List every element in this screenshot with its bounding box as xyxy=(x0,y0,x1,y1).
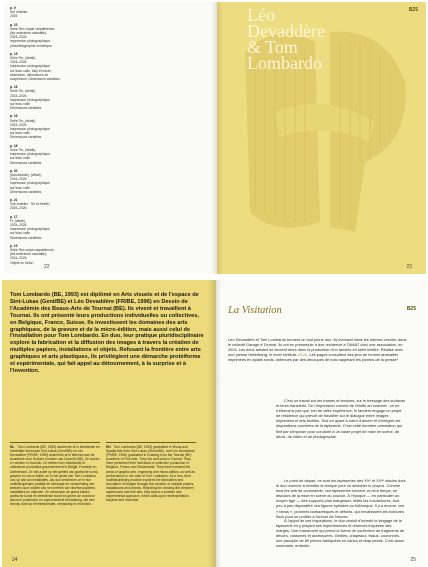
catalog-line: 2025–2026 xyxy=(10,206,27,211)
catalog-line: sur tissu voile xyxy=(10,231,30,236)
catalog-line: Dimensions variables xyxy=(10,106,42,111)
catalog-page-ref: p. 9 xyxy=(10,6,16,10)
page-code: B25 xyxy=(406,306,416,312)
catalog-page-ref: p. 16 xyxy=(10,114,18,119)
book-gutter xyxy=(208,280,222,567)
catalog-page-ref: p. 16 xyxy=(10,85,18,90)
catalog-line: sur tissu voile xyxy=(10,156,30,161)
catalog-line: Série Fin, (détail), xyxy=(10,118,37,123)
divider xyxy=(10,442,100,443)
catalog-line: Impression photographique xyxy=(10,181,50,186)
bio-dutch xyxy=(10,445,100,506)
catalog-entry xyxy=(10,215,100,240)
catalog-line: Dimensions variables xyxy=(10,135,42,140)
catalog-page-ref: p. 10 xyxy=(10,22,18,27)
catalog-page-ref: p. 21 xyxy=(10,197,18,202)
catalog-line: (les antérieure casualité), xyxy=(10,252,48,257)
catalog-entry xyxy=(10,244,100,265)
catalog-line: Impression photographique xyxy=(10,97,50,102)
catalog-line: Série Rex royale carpathienne, xyxy=(10,26,56,31)
catalog-entry xyxy=(10,85,100,110)
catalog-line: suspension, Dimensions variables xyxy=(10,77,60,82)
catalog-line: Sur d'atelier, xyxy=(10,10,29,15)
catalog-line: Dimensions variables xyxy=(10,189,42,194)
page-number-22: 22 xyxy=(44,264,50,270)
page-22 xyxy=(4,2,217,274)
book-gutter xyxy=(211,2,223,274)
page-25 xyxy=(216,280,426,567)
catalog-line: (les antérieure casualité), xyxy=(10,31,48,36)
catalog-line: sur tissu voile xyxy=(10,185,30,190)
catalog-entry xyxy=(10,114,100,139)
catalog-line: 2024–2026 xyxy=(10,35,27,40)
catalog-line: Impression photographique xyxy=(10,227,50,232)
catalog-line: Objets en béton xyxy=(10,260,34,265)
lead-text: Léo Devaddère et Tom Lombardo forment un tout jeune duo. Ils évoluent dans les mêmes cercles, dans le collectif Garage à Tournai. Ils ont en préambule à leur résidence à TAMAT voici une association, en 2024. Les deux artistes se lancent alors dans la production d'un fanzine en série limitée. Réalisé avec une presse Heidelberg, le livret s'intitule xyxy=(228,337,407,358)
title-line-2: Devaddère xyxy=(247,21,325,41)
catalog-line: 2024–2026 xyxy=(10,256,27,261)
catalog-line: Dimensions variables xyxy=(10,160,42,165)
lead-accent: 23.ch. xyxy=(297,352,309,358)
catalog-page-ref: p. 18 xyxy=(10,143,18,148)
catalog-line: Impression photographique xyxy=(10,64,50,69)
catalog-line: Fr, (détail), xyxy=(10,218,26,223)
catalog-line: 2024–2026 xyxy=(10,222,27,227)
catalog-line: photolithographie numérique xyxy=(10,43,52,48)
catalog-entry xyxy=(10,169,100,194)
page-number-23: 23 xyxy=(406,264,412,270)
bio-text: Tom Lombardo (BE, 1993) graduated in Visual and Spatial Arts from Sint-Lukas (Ghent/BE), and Léo Devaddère (FR/BE, 1996) graduated in Drawing from the Tournai (BE) Academy of Fine Arts. They live and work in Tournai. They have presented their individual or collective production in Belgium, France and Switzerland. They have invested the areas of graphic arts, engraving and micro-edition, as well as performance in the case of Tom Lombardo. As a duo, their multidisciplinary practice explores the fabrication and circulation of images through the creation of multiple papers, installations and objects. Rejecting the dividing line between applied arts and fine arts, they favour a protean and experimental approach, which calls upon reinterpretation, surprise and invention. xyxy=(106,445,195,503)
catalog-line: sur tissu voile, tulip et ruban, xyxy=(10,68,52,73)
catalog-entry xyxy=(10,6,100,19)
catalog-line: 2024–2026 xyxy=(10,93,27,98)
cover-title xyxy=(247,7,325,71)
page-code: B25 xyxy=(408,7,418,13)
page-23-cover xyxy=(217,2,426,274)
catalog-line: sur tissu voile xyxy=(10,102,30,107)
lead-paragraph xyxy=(228,337,408,362)
spread-pages-22-23 xyxy=(4,2,426,274)
catalog-line: aluminium, dimensions de xyxy=(10,72,49,77)
lead-text-end: Les pages consultent des jeux de formes abstraites imprimées en aplats ronds, obtenues par des découpes de bois rappelant les plombs de la presse¹. xyxy=(228,352,400,363)
catalog-line: 2024–2026 xyxy=(10,177,27,182)
page-number-24: 24 xyxy=(12,557,18,563)
catalog-line: Série Fin, (détail), xyxy=(10,56,37,61)
catalog-entry xyxy=(10,198,100,211)
catalog-line: Impression photographique xyxy=(10,152,50,157)
catalog-page-ref: p. 19 xyxy=(10,243,18,248)
catalog-page-ref: p. 15 xyxy=(10,51,18,56)
bio-english xyxy=(106,445,196,502)
page-number-25: 25 xyxy=(410,557,416,563)
spread-pages-24-25 xyxy=(2,280,426,567)
title-line-1: Léo xyxy=(247,5,275,25)
page-24 xyxy=(2,280,216,567)
catalog-line: 2025 xyxy=(10,14,18,19)
body-paragraph-1: C'est un travail sur les trames et textures, sur le tressage des surfaces et leurs transferts. De l'impression comme de l'étoffe au sommet : ce ne s'étonnera pas que, fort de cette expérience, le tandem engage un projet de résidence qui prévoit de travailler sur le dialogue entre images imprimées et arts textiles. Tout en ayant à cœur d'ancrer et d'intégrer les dispositions ouvrières de la tapisserie. C'est cette dernière orientation qui finit par s'imposer pour conduire à un vaste projet de mise en scène, de décor, de vidéo et de photographie. xyxy=(276,398,406,439)
title-line-4: Lombardo xyxy=(247,53,322,73)
body-paragraph-2: Le point de départ, ce sont les tapisseries des XVᵉ et XVIᵉ siècles dont le duo cherche à revisiter le lexique pour se détacher le propos. Comme tous les arts de commande, ces tapisseries forment, en leur temps, un discours de la mise en scène du pouvoir. À l'époque — en particulier au moyen âge — des supports plus marginaux, telles les enluminures, font peu à peu disparaître ces figures hybrides au folklorique. Il y a encore, ces « fatras », pommes barbaresques et défunts, qui envahissent les bordures flous pour se profiler à l'entour de l'œuvre. xyxy=(276,478,406,519)
catalog-entry xyxy=(10,52,100,81)
catalog-line: Impression photographique, xyxy=(10,39,51,44)
catalog-line: Série Fin, (détail), xyxy=(10,89,37,94)
catalog-page-ref: p. 20 xyxy=(10,168,18,173)
catalog-line: Série Fin, (détail), xyxy=(10,147,37,152)
intro-paragraph: Tom Lombardo (BE, 1993) est diplômé en Arts visuels et de l'espace de Sint-Lukas (Gent/BE) et Léo Devaddère (FR/BE, 1996) en Dessin de l'Académie des Beaux-Arts de Tournai (BE). Ils vivent et travaillent à Tournai. Ils ont présenté leurs productions individuelles ou collectives, en Belgique, France, Suisse. Ils investissent les domaines des arts graphiques, de la gravure et de la micro-édition, mais aussi celui de l'installation pour Tom Lombardo. En duo, leur pratique pluridisciplinaire explore la fabrication et la diffusion des images à travers la création de multiples papiers, installations et objets. Refusant la frontière entre arts graphiques et arts plastiques, ils privilégient une démarche protéiforme et expérimentale, qui fait appel au détournement, à la surprise et à l'invention. xyxy=(10,292,204,374)
catalog-line: Impression photographique xyxy=(10,127,50,132)
catalog-line: 2024–2026 xyxy=(10,122,27,127)
divider xyxy=(106,442,196,443)
catalog-page-ref: p. 17 xyxy=(10,214,18,219)
catalog-line: Dimensions variables xyxy=(10,235,42,240)
catalog-entry xyxy=(10,23,100,48)
language-code: NL xyxy=(10,445,15,449)
body-paragraph-3: À l'appui de ces inspirations, le duo choisit d'investir le langage de la tapisserie en y plaçant ses impertinences et réserves inspirées des marges. Une manœuvre qui prend la forme de confection de fragments de décors, costumes et accessoires. Gerbes, chapeaux, tissus, couronnes, une panoplie de 80 pièces fabriquées en carton et drap peints. C'est aussi sommaire, enfantin… xyxy=(276,518,405,549)
catalog-line: sur tissu voile xyxy=(10,131,30,136)
catalog-line: Vue d'atelier · Sir et Keeffe, xyxy=(10,202,51,207)
catalog-line: Série Rex carpe carpathienne, xyxy=(10,247,55,252)
catalog-entry xyxy=(10,144,100,165)
artwork-catalog-list xyxy=(10,6,100,269)
section-title: La Visitation xyxy=(228,305,282,316)
bio-text: Tom Lombardo (BE, 1993) studeerde af in beeldende en ruimtelijke kunst aan Sint-Lukas (Gent/BE) en Léo Devaddère (FR/BE, 1996) studeerde af in tekenen aan de Academie voor Schone Kunsten van Doornik (BE). Ze wonen en werken in Doornik. Ze hebben hun individuele of collectieve producties gepresenteerd in België, Frankrijk en Zwitserland. Ze zijn actief op het gebied van grafische kunst, gravure en micro-editie, en in het geval van Tom Lombardo ook op dat van installaties. Als duo verkennen ze in hun multidisciplinaire praktijk de fabricage en verspreiding van beelden door middel van het creëren van diverse papieren, installaties en objecten. Ze verwerpen de grens tussen grafische kunst en beeldende kunst en geven de voorkeur aan een proteïsche en experimentele benadering, die een beroep doet op herinterpretatie, verrassing en invention. xyxy=(10,445,100,507)
language-code: EN xyxy=(106,445,111,449)
catalog-line: (Autobiostar), (détail), xyxy=(10,172,42,177)
catalog-line: 2024–2026 xyxy=(10,60,27,65)
title-line-3: & Tom xyxy=(247,37,298,57)
